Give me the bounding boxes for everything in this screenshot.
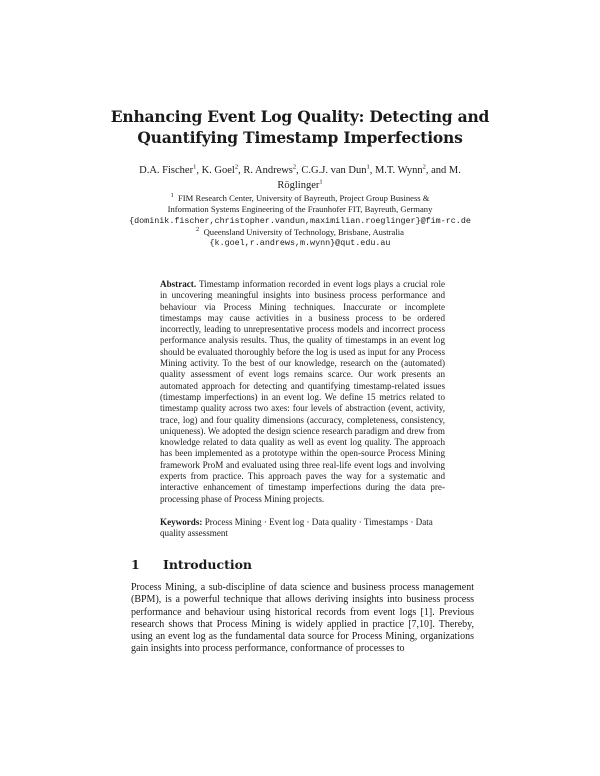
affiliations: $^1$ FIM Research Center, University of Bayreuth, Project Group Business & Information Systems Engineering of the Fraunhofer FIT, Bayreuth, Germany {dominik.fischer,christopher.vandun,maximilian.roeglinger}@fim-rc.de $^2$ Queensland University of Technology, Brisbane, Australia {k.goel,r.andrews,m.wynn}@qut.edu.au (100, 193, 500, 249)
keywords-text: Process Mining · Event log · Data quality · Timestamps · Data quality assessment (160, 517, 433, 539)
section-title: Introduction (163, 557, 253, 572)
keywords-label: Keywords: (160, 517, 203, 527)
intro-paragraph: Process Mining, a sub-discipline of data science and business process management (BPM), is a powerful technique that allows deriving insights into business process performance and behaviour using historical records from event logs [1]. Previous research shows that Process Mining is widely applied in practice [7,10]. Thereby, using an event log as the fundamental data source for Process Mining, organizations gain insights into process performance, conformance of processes to (131, 582, 474, 655)
author: Röglinger (277, 180, 320, 191)
abstract (160, 279, 445, 505)
section-heading (131, 557, 252, 572)
abstract-label: Abstract. (160, 279, 197, 289)
title-line-2: Quantifying Timestamp Imperfections (137, 128, 463, 147)
author-list: D.A. Fischer$^1$, K. Goel$^2$, R. Andrews$^2$, C.G.J. van Dun$^1$, M.T. Wynn$^2$, and M. Röglinger$^1$ (139, 163, 461, 191)
keywords (160, 517, 445, 540)
paper-title (100, 106, 500, 148)
affiliation-1: $^1$ FIM Research Center, University of Bayreuth, Project Group Business & (170, 192, 430, 203)
author: R. Andrews (243, 165, 293, 176)
author: M.T. Wynn (374, 165, 423, 176)
abstract-text: Timestamp information recorded in event logs plays a crucial role in uncovering meaningful insights into business process performance and behaviour via Process Mining techniques. Inaccurate or incomplete timestamps may cause activities in a business process to be ordered incorrectly, leading to unrepresentative process models and incorrect process performance analysis results. Thus, the quality of timestamps in an event log should be evaluated thoroughly before the log is used as input for any Process Mining activity. To the best of our knowledge, research on the (automated) quality assessment of event logs remains scarce. Our work presents an automated approach for detecting and quantifying timestamp-related issues (timestamp imperfections) in an event log. We define 15 metrics related to timestamp quality across two axes: four levels of abstraction (event, activity, trace, log) and four quality dimensions (accuracy, completeness, consistency, uniqueness). We adopted the design science research paradigm and drew from knowledge related to data quality as well as event log quality. The approach has been implemented as a prototype within the open-source Process Mining framework ProM and evaluated using three real-life event logs and involving experts from practice. This approach paves the way for a systematic and interactive enhancement of timestamp imperfections during the data pre-processing phase of Process Mining projects. (160, 279, 446, 504)
affiliation-1-email: {dominik.fischer,christopher.vandun,maximilian.roeglinger}@fim-rc.de (129, 215, 471, 226)
title-line-1: Enhancing Event Log Quality: Detecting and (110, 107, 490, 126)
author: K. Goel (201, 165, 235, 176)
affiliation-2: $^2$ Queensland University of Technology, Brisbane, Australia (196, 226, 404, 237)
author: D.A. Fischer (139, 165, 194, 176)
author: C.G.J. van Dun (301, 165, 367, 176)
affiliation-2-email: {k.goel,r.andrews,m.wynn}@qut.edu.au (209, 238, 391, 249)
section-number: 1 (131, 557, 140, 572)
